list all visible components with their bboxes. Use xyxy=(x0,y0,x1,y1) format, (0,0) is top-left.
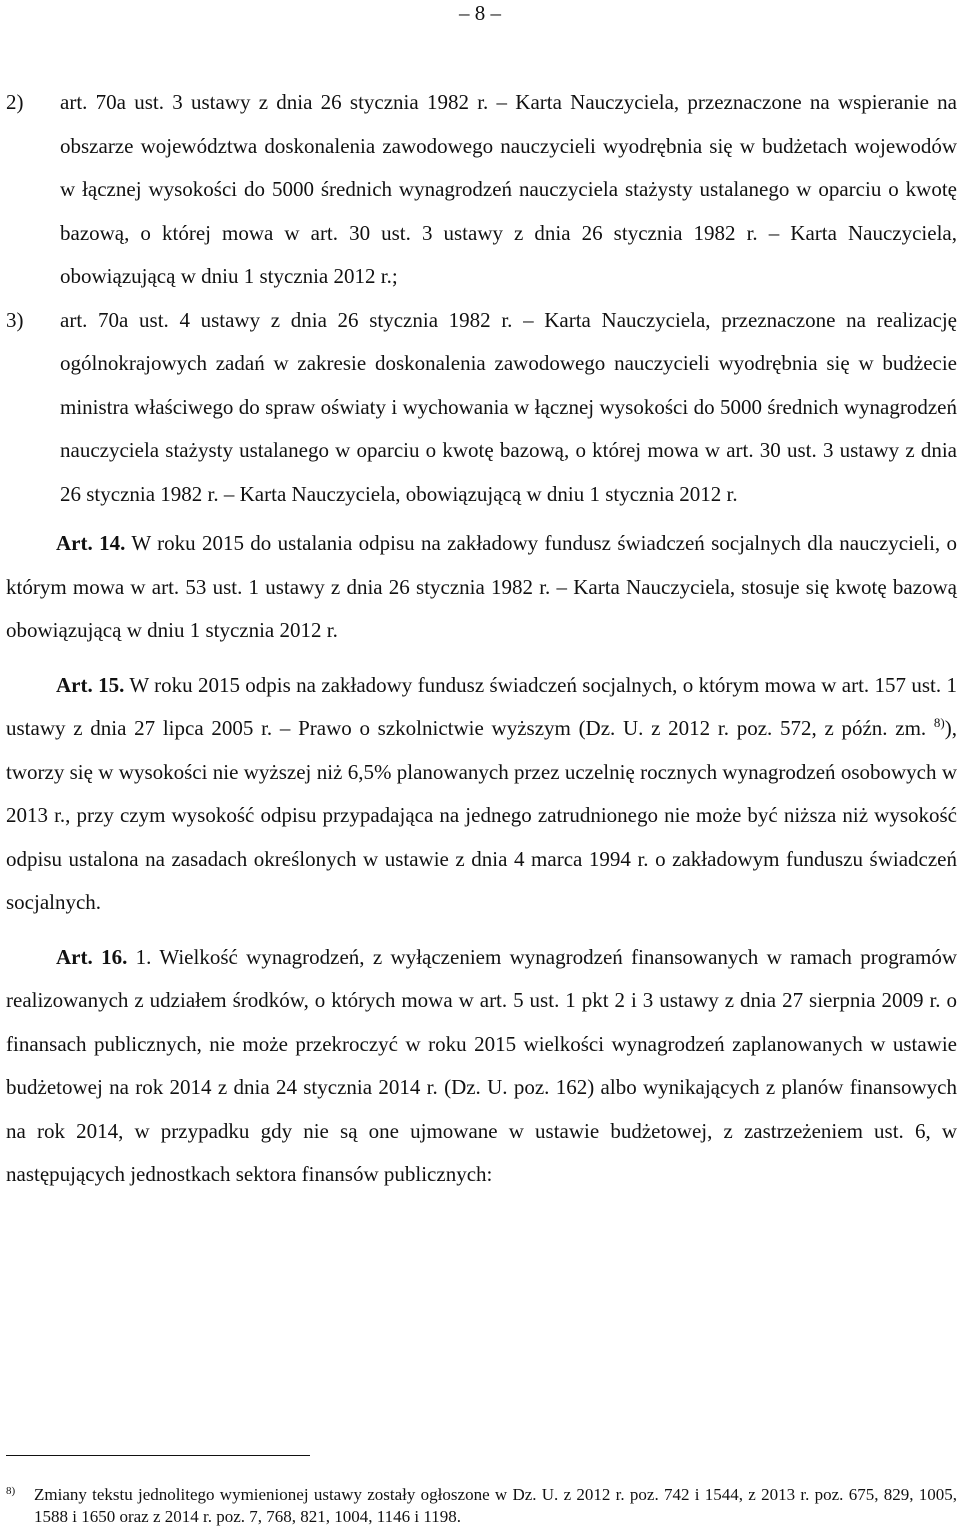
article-16-text: 1. Wielkość wynagrodzeń, z wyłączeniem wynagrodzeń finansowanych w ramach programów realizowanych z udziałem środków, o których mowa w art. 5 ust. 1 pkt 2 i 3 ustawy z dnia 27 sierpnia 2009 r. o finansach publicznych, nie może przekroczyć w roku 2015 wielkości wynagrodzeń zaplanowanych w ustawie budżetowej na rok 2014 z dnia 24 stycznia 2014 r. (Dz. U. poz. 162) albo wynikających z planów finansowych na rok 2014, w przypadku gdy nie są one ujmowane w ustawie budżetowej, z zastrzeżeniem ust. 6, w następujących jednostkach sektora finansów publicznych: xyxy=(6,944,958,1186)
footnote-separator xyxy=(6,1455,310,1456)
list-item-number: 2) xyxy=(6,90,24,114)
article-14-text: W roku 2015 do ustalania odpisu na zakładowy fundusz świadczeń socjalnych dla nauczycieli, o którym mowa w art. 53 ust. 1 ustawy z dnia 26 stycznia 1982 r. – Karta Nauczyciela, stosuje się kwotę bazową obowiązującą w dniu 1 stycznia 2012 r. xyxy=(6,531,958,642)
list-item-text: art. 70a ust. 3 ustawy z dnia 26 stycznia 1982 r. – Karta Nauczyciela, przeznaczone na wspieranie na obszarze województwa doskonalenia zawodowego nauczycieli wyodrębnia się w budżetach wojewodów w łącznej wysokości do 5000 średnich wynagrodzeń nauczyciela stażysty ustalanego w oparciu o kwotę bazową, o której mowa w art. 30 ust. 3 ustawy z dnia 26 stycznia 1982 r. – Karta Nauczyciela, obowiązującą w dniu 1 stycznia 2012 r.; xyxy=(60,90,957,288)
article-15-label: Art. 15. xyxy=(56,672,125,697)
list-item xyxy=(6,299,957,517)
article-16-label: Art. 16. xyxy=(56,944,128,969)
list-item-text: art. 70a ust. 4 ustawy z dnia 26 stycznia 1982 r. – Karta Nauczyciela, przeznaczone na realizację ogólnokrajowych zadań w zakresie doskonalenia zawodowego nauczycieli wyodrębnia się w budżecie ministra właściwego do spraw oświaty i wychowania w łącznej wysokości do 5000 średnich wynagrodzeń nauczyciela stażysty ustalanego w oparciu o kwotę bazową, o której mowa w art. 30 ust. 3 ustawy z dnia 26 stycznia 1982 r. – Karta Nauczyciela, obowiązującą w dniu 1 stycznia 2012 r. xyxy=(60,307,957,506)
list-item-number: 3) xyxy=(6,307,24,332)
document-body xyxy=(6,81,957,1197)
page-number: – 8 – xyxy=(459,1,501,25)
footnote-number: 8) xyxy=(6,1485,16,1497)
article-15-text-after: ), tworzy się w wysokości nie wyższej niż 6,5% planowanych przez uczelnię rocznych wynagrodzeń osobowych w 2013 r., przy czym wysokość odpisu przypadająca na jednego zatrudnionego nie może być niższa niż wysokość odpisu ustalona na zasadach określonych w ustawie z dnia 4 marca 1994 r. o zakładowym funduszu świadczeń socjalnych. xyxy=(6,716,957,914)
article-16 xyxy=(6,936,957,1197)
article-14-label: Art. 14. xyxy=(56,531,126,555)
article-15 xyxy=(6,664,957,925)
footnote xyxy=(6,1484,957,1528)
list-item xyxy=(6,81,957,299)
article-14 xyxy=(6,522,957,653)
article-15-text-before: W roku 2015 odpis na zakładowy fundusz świadczeń socjalnych, o którym mowa w art. 157 ust. 1 ustawy z dnia 27 lipca 2005 r. – Prawo o szkolnictwie wyższym (Dz. U. z 2012 r. poz. 572, z późn. zm. xyxy=(6,672,957,740)
footnote-reference[interactable]: 8) xyxy=(933,715,945,730)
footnote-text: Zmiany tekstu jednolitego wymienionej ustawy zostały ogłoszone w Dz. U. z 2012 r. poz. 742 i 1544, z 2013 r. poz. 675, 829, 1005, 1588 i 1650 oraz z 2014 r. poz. 7, 768, 821, 1004, 1146 i 1198. xyxy=(34,1485,957,1526)
